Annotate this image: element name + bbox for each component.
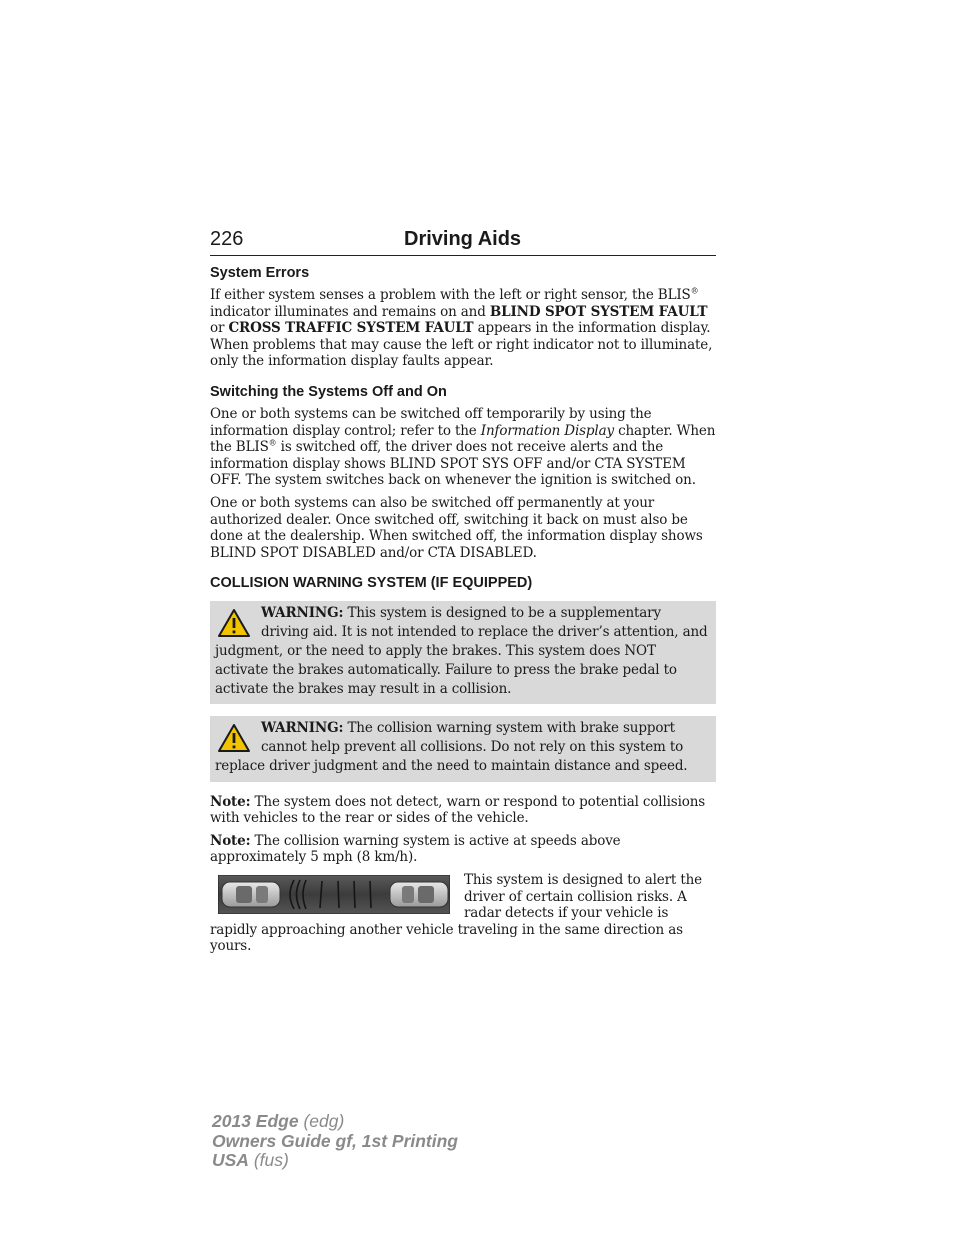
footer-line-2: Owners Guide gf, 1st Printing [212, 1130, 458, 1151]
warning-triangle-icon [217, 723, 251, 753]
figure-description: This system is designed to alert the driver of certain collision risks. A radar detects if your vehicle is rapidly approaching another vehicle traveling in the same direction as yours. [210, 872, 702, 955]
note-2: Note: The collision warning system is active at speeds above approximately 5 mph (8 km/h). [210, 832, 621, 866]
collision-warning-radar-icon [218, 875, 450, 914]
page-footer [212, 1112, 458, 1171]
page-number: 226 [210, 228, 244, 250]
switching-paragraph-1: One or both systems can be switched off temporarily by using the information display control; refer to the Information Display chapter. When the BLIS® is switched off, the driver does not receive alerts and the information display shows BLIND SPOT SYS OFF and/or CTA SYSTEM OFF. The system switches back on whenever the ignition is switched on. [210, 405, 716, 489]
collision-heading: COLLISION WARNING SYSTEM (IF EQUIPPED) [210, 575, 533, 592]
note-1: Note: The system does not detect, warn or respond to potential collisions with vehicles to the rear or sides of the vehicle. [210, 793, 706, 827]
system-errors-paragraph: If either system senses a problem with the left or right sensor, the BLIS® indicator illuminates and remains on and BLIND SPOT SYSTEM FAULT or CROSS TRAFFIC SYSTEM FAULT appears in the information display. When problems that may cause the left or right indicator not to illuminate, only the information display faults appear. [210, 286, 713, 370]
figure-row [210, 872, 716, 955]
switching-paragraph-2: One or both systems can also be switched off permanently at your authorized dealer. Once switched off, switching it back on must also be done at the dealership. When switched off, the information display shows BLIND SPOT DISABLED and/or CTA DISABLED. [210, 494, 703, 561]
warning-text-1: WARNING: This system is designed to be a supplementary driving aid. It is not intended to replace the driver’s attention, and judgment, or the need to apply the brakes. This system does NOT activate the brakes automatically. Failure to press the brake pedal to activate the brakes may result in a collision. [215, 605, 708, 697]
warning-box-1 [210, 601, 716, 704]
chapter-title: Driving Aids [404, 228, 522, 250]
warning-text-2: WARNING: The collision warning system with brake support cannot help prevent all collisions. Do not rely on this system to replace driver judgment and the need to maintain distance and speed. [215, 720, 688, 774]
warning-box-2 [210, 716, 716, 781]
manual-page [210, 228, 716, 961]
warning-triangle-icon [217, 608, 251, 638]
system-errors-heading: System Errors [210, 265, 310, 281]
footer-line-1: 2013 Edge (edg) [212, 1111, 345, 1131]
switching-heading: Switching the Systems Off and On [210, 383, 447, 400]
page-header [210, 228, 716, 256]
footer-line-3: USA (fus) [212, 1150, 289, 1170]
